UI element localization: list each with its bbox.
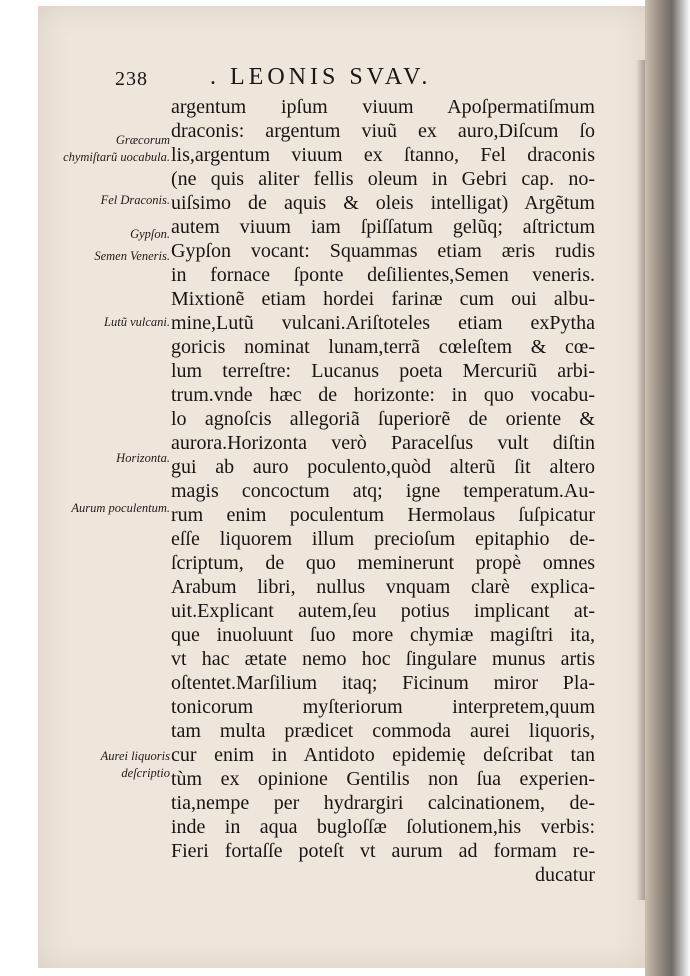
- body-line: uiſsimo de aquis & oleis intelligat) Argẽtum: [171, 192, 595, 214]
- body-line: mine,Lutũ vulcani.Ariſtoteles etiam exPytha: [171, 312, 595, 334]
- body-line: gui ab auro poculento,quòd alterũ ſit altero: [171, 456, 595, 478]
- body-line: lum terreſtre: Lucanus poeta Mercuriũ arbi-: [171, 360, 595, 382]
- page-number: 238: [115, 68, 148, 90]
- body-line: uit.Explicant autem,ſeu potius implicant at-: [171, 600, 595, 622]
- body-text: [171, 96, 597, 896]
- note-lutum-vulcani: Lutũ vulcani.: [104, 315, 170, 329]
- body-line: lis,argentum viuum ex ſtanno, Fel draconis: [171, 144, 595, 166]
- body-line: argentum ipſum viuum Apoſpermatiſmum: [171, 96, 595, 118]
- margin-notes: [60, 118, 170, 838]
- body-line: trum.vnde hæc de horizonte: in quo vocabu-: [171, 384, 595, 406]
- body-line: Mixtionẽ etiam hordei farinæ cum oui albu-: [171, 288, 595, 310]
- body-line: aurora.Horizonta verò Paracelſus vult diſtin: [171, 432, 595, 454]
- body-line: tùm ex opinione Gentilis non ſua experien-: [171, 768, 595, 790]
- body-line: oſtentet.Marſilium itaq; Ficinum miror Pla-: [171, 672, 595, 694]
- body-line: cur enim in Antidoto epidemię deſcribat tan: [171, 744, 595, 766]
- note-gypson: Gypſon.: [130, 227, 170, 241]
- gutter-shadow: [636, 60, 645, 900]
- body-line: goricis nominat lunam,terrã cœleſtem & cœ-: [171, 336, 595, 358]
- body-line: autem viuum iam ſpiſſatum gelũq; aſtrictum: [171, 216, 595, 238]
- body-line: in fornace ſponte deſilientes,Semen veneris.: [171, 264, 595, 286]
- note-graecorum: Græcorum chymiſtarũ uocabula.: [63, 133, 170, 164]
- body-line-catchword: ducatur: [535, 864, 595, 886]
- page-edge: [645, 0, 690, 976]
- body-line: lo agnoſcis allegoriã ſuperiorẽ de oriente &: [171, 408, 595, 430]
- body-line: tam multa prædicet commoda aurei liquoris,: [171, 720, 595, 742]
- body-line: tonicorum myſteriorum interpretem,quum: [171, 696, 595, 718]
- body-line: (ne quis aliter fellis oleum in Gebri cap. no-: [171, 168, 595, 190]
- body-line: ſcriptum, de quo meminerunt propè omnes: [171, 552, 595, 574]
- note-aurum-poculentum: Aurum poculentum.: [71, 501, 170, 515]
- body-line: Fieri fortaſſe poteſt vt aurum ad formam re-: [171, 840, 595, 862]
- note-fel-draconis: Fel Draconis.: [100, 193, 170, 207]
- body-line: rum enim poculentum Hermolaus ſuſpicatur: [171, 504, 595, 526]
- body-line: eſſe liquorem illum precioſum epitaphio de-: [171, 528, 595, 550]
- note-semen-veneris: Semen Veneris.: [94, 249, 170, 263]
- body-line: draconis: argentum viuũ ex auro,Diſcum ſo: [171, 120, 595, 142]
- body-line: vt hac ætate nemo hoc ſingulare munus artis: [171, 648, 595, 670]
- note-aurei-liquoris: Aurei liquoris deſcriptio: [100, 749, 170, 780]
- body-line: Arabum libri, nullus vnquam clarè explica-: [171, 576, 595, 598]
- page-header: [115, 64, 595, 92]
- body-line: magis concoctum atq; igne temperatum.Au-: [171, 480, 595, 502]
- running-head: . LEONIS SVAV.: [210, 64, 432, 90]
- body-line: que inuoluunt ſuo more chymiæ magiſtri ita,: [171, 624, 595, 646]
- body-line: inde in aqua bugloſſæ ſolutionem,his verbis:: [171, 816, 595, 838]
- body-line: Gypſon vocant: Squammas etiam æris rudis: [171, 240, 595, 262]
- note-horizonta: Horizonta.: [116, 451, 170, 465]
- body-line: tia,nempe per hydrargiri calcinationem, de-: [171, 792, 595, 814]
